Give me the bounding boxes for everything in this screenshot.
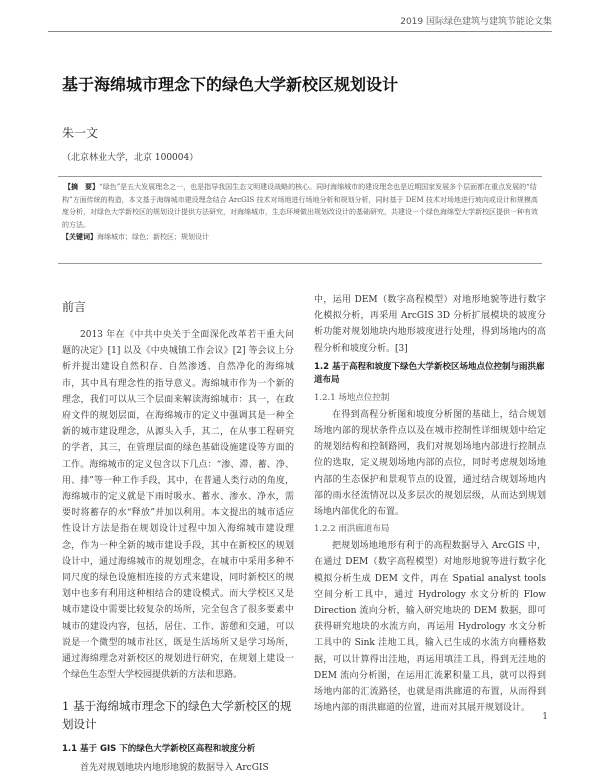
affiliation: （北京林业大学，北京 100004）: [62, 153, 199, 163]
subsection-1-2-1-heading: 1.2.1 场地点位控制: [314, 392, 390, 403]
keywords: [62, 231, 538, 243]
abstract-label: 【摘 要】: [64, 182, 99, 191]
paper-title: 基于海绵城市理念下的绿色大学新校区规划设计: [62, 75, 399, 94]
keywords-text: 海绵城市；绿色；新校区；规划设计: [97, 233, 209, 241]
continued-paragraph: 中，运用 DEM（数字高程模型）对地形地貌等进行数字化模拟分析，再采用 ArcGIS 3D 分析扩展模块的坡度分析功能对规划地块内地形坡度进行处理，得到场地内的高程分析和坡度分析。[3]: [314, 295, 546, 354]
intro-paragraph: 2013 年在《中共中央关于全面深化改革若干重大问题的决定》[1] 以及《中央城镇工作会议》[2] 等会议上分析并提出建设自然积存、自然渗透、自然净化的海绵城市，其中具有理念性的指导意义。海绵城市作为一个新的理念，我们可以从三个层面来解读海绵城市：其一，在政府文件的规划层面，在海绵城市的定义中强调其是一种全新的城市建设理念，从源头入手，其二，在从事工程研究的学者，其三，在管理层面的绿色基础设施建设等方面的工作。海绵城市的定义包含以下几点：“渗、滞、蓄、净、用、排”等一种工作手段，其中，在普通人类行动的角度，海绵城市的定义就是下雨时吸水、蓄水、渗水、净水，需要时将蓄存的水“释放”并加以利用。本文提出的城市适应性设计方法是指在规划设计过程中加入海绵城市建设理念，作为一种全新的城市建设手段，其中在新校区的规划设计中，通过海绵城市的规划理念，在城市中采用多种不同尺度的绿色设施相连接的方式来建设，同时新校区的规划中也多有利用这种相结合的建设模式。而大学校区又是城市建设中需要比较复杂的场所，完全包含了很多要素中城市的建设内容，包括，居住、工作、游憩和交通，可以说是一个微型的城市社区，既是生活场所又是学习场所，通过海绵理念对新校区的规划进行研究，在规划上建设一个绿色生态型大学校园提供新的方法和思路。: [62, 330, 294, 681]
intro-heading: 前言: [62, 300, 87, 314]
page-number: 1: [542, 712, 548, 722]
left-column: [62, 292, 294, 774]
subsection-1-2-2-heading: 1.2.2 雨洪廊道布局: [314, 524, 390, 535]
subsection-1-2-heading: 1.2 基于高程和坡度下绿色大学新校区场地点位控制与雨洪廊道布局: [314, 361, 545, 385]
abstract: [62, 181, 538, 231]
subsection-1-2-1-text: 在得到高程分析图和坡度分析图的基础上，结合规划场地内部的现状条件点以及在城市控制性详细规划中给定的规划结构和控制路网，我们对规划场地内部进行控制点位的选取，定义规划场地内部的点位，同时考虑规划场地内部的生态保护和景观节点的设置，通过结合规划场地内部的雨水径流情况以及多层次的规划层级，从而达到规划场地内部优化的布置。: [314, 409, 546, 518]
running-head: 2019 国际绿色建筑与建筑节能论文集: [400, 17, 552, 27]
subsection-1-1-text: 首先对规划地块内地形地貌的数据导入 ArcGIS: [80, 763, 269, 774]
section-1-heading: 1 基于海绵城市理念下的绿色大学新校区的规划设计: [62, 699, 292, 732]
subsection-1-2-2-text: 把规划场地地形有利于的高程数据导入 ArcGIS 中，在通过 DEM（数字高程模型）对地形地貌等进行数字化模拟分析生成 DEM 文件，再在 Spatial analyst tools 空间分析工具中，通过 Hydrology 水文分析的 Flow Direction 流向分析，输入研究地块的 DEM 数据，即可获得研究地块的水流方向，再运用 Hydrology 水文分析工具中的 Sink 洼地工具，输入已生成的水流方向栅格数据，可以计算得出洼地，再运用填洼工具，得到无洼地的 DEM 流向分析图，在运用汇流累积量工具，就可以得到场地内部的汇流路径，也就是雨洪廊道的布置，从而得到场地内部的雨洪廊道的位置，进而对其展开规划设计。: [314, 541, 546, 714]
abstract-box: [58, 176, 542, 264]
subsection-1-1-heading: 1.1 基于 GIS 下的绿色大学新校区高程和坡度分析: [62, 744, 256, 755]
header-rule: [48, 31, 552, 32]
author: 朱一文: [62, 126, 99, 140]
right-column: [314, 292, 546, 722]
keywords-label: 【关键词】: [62, 232, 97, 241]
abstract-text: “绿色”是五大发展理念之一，也是指导我国生态文明建设战略的核心。同时海绵城市的建设理念也是近期国家发展多个层面都在重点发展的“结构”方面传统的构造，本文基于海绵城市建设理念结合 ArcGIS 技术对场地进行场地分析和规划分析，同时基于 DEM 技术对场地进行坡向或设计和规模高度分析，对绿色大学新校区的规划设计提供方法研究，对海绵城市，生态环境做出规划改设计的基础研究，共建设一个绿色海绵型大学新校区提供一种有效的方法。: [62, 183, 538, 229]
